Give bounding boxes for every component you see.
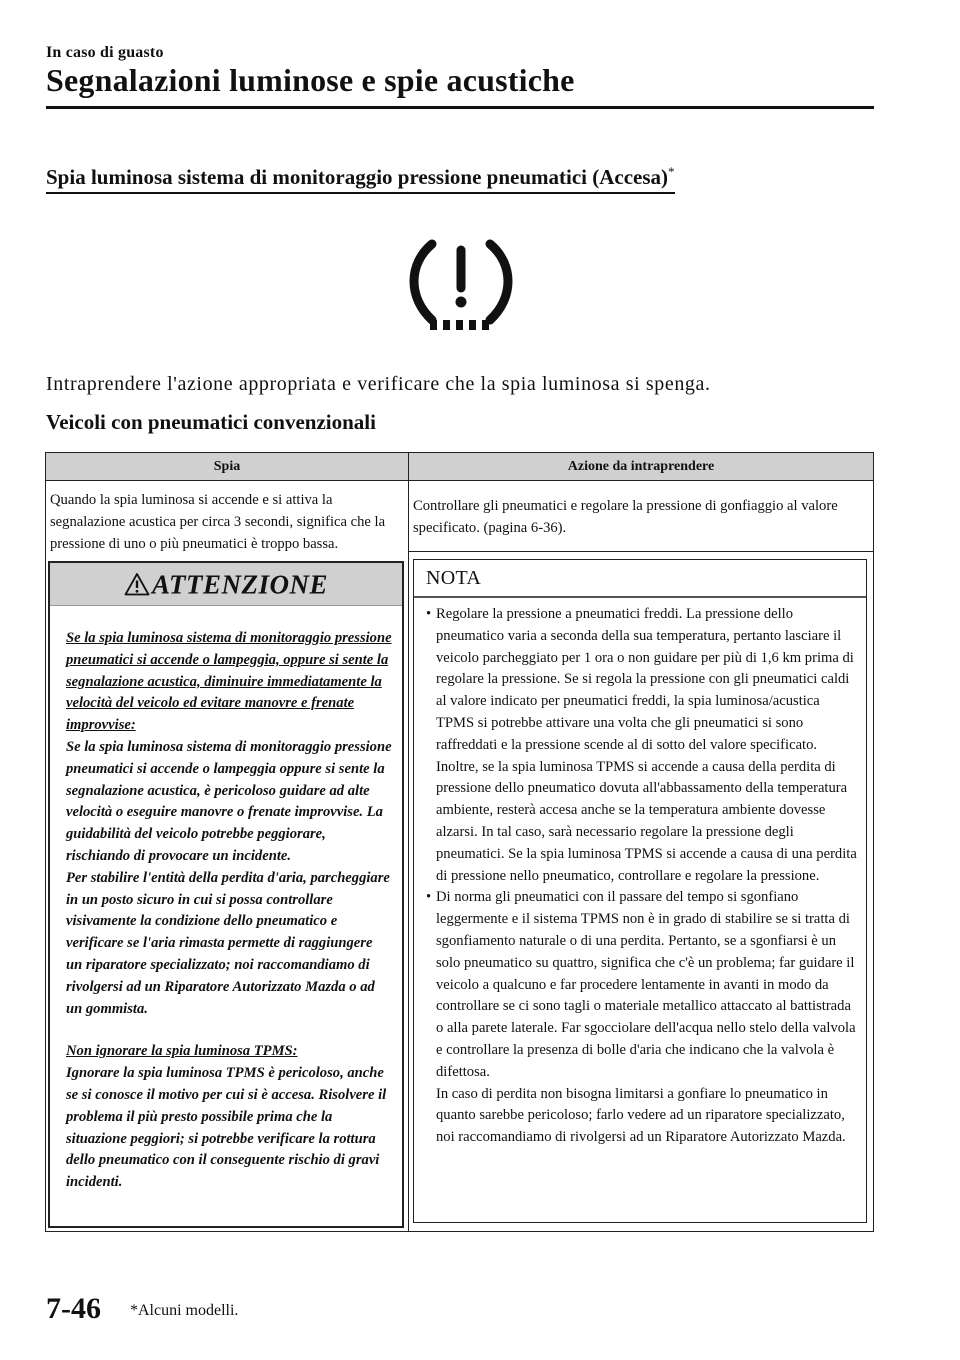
warning-p2-text: Ignorare la spia luminosa TPMS è pericoloso, anche se si conosce il motivo per cui si è accesa. Risolvere il problema il più presto possibile prima che la situazione peggiori; si potrebbe verificare la rottura dello pneumatico con il conseguente rischio di gravi incidenti. xyxy=(66,1065,387,1191)
nota-bullet-1-cont: Inoltre, se la spia luminosa TPMS si accende a causa della perdita di pressione dello pneumatico dovuta all'abbassamento della temperatura ambiente, resterà accesa anche se la temperatura ambiente dovesse alzarsi. In tal caso, sarà necessario regolare la pressione degli pneumatici. Se la spia luminosa TPMS si accende a causa di una perdita di pressione nello pneumatico, controllare e regolare la pressione. xyxy=(436,758,857,884)
warning-light-table xyxy=(45,452,874,1232)
nota-bullet-1-text: Regolare la pressione a pneumatici freddi. La pressione dello pneumatico varia a seconda della sua temperatura, pertanto lasciare il veicolo parcheggiato per 1 ora o non guidare per più di 1,6 km prima di regolare la pressione. Se si regola la pressione con gli pneumatici caldi al valore indicato per pneumatici freddi, la spia luminosa/acustica TPMS si potrebbe attivare una volta che gli pneumatici si sono raffreddati e la pressione scende al di sotto del valore specificato. xyxy=(436,606,854,753)
column-header-spia: Spia xyxy=(46,453,409,480)
bullet-dot: • xyxy=(426,889,432,906)
nota-box xyxy=(413,559,867,1223)
subheading: Veicoli con pneumatici convenzionali xyxy=(46,410,376,434)
nota-bullet-2 xyxy=(426,887,860,1149)
tpms-warning-icon xyxy=(406,236,516,336)
table-header-row xyxy=(46,453,873,481)
warning-p1-text2: Per stabilire l'entità della perdita d'aria, parcheggiare in un posto sicuro in cui si possa controllare visivamente la condizione dello pneumatico e verificare se l'aria rimasta permette di raggiungere un riparatore specializzato; noi raccomandiamo di rivolgersi ad un Riparatore Autorizzato Mazda o ad un gommista. xyxy=(66,869,390,1017)
intro-text: Intraprendere l'azione appropriata e verificare che la spia luminosa si spenga. xyxy=(46,373,711,395)
warning-title: ATTENZIONE xyxy=(151,569,329,600)
nota-bullet-2-cont: In caso di perdita non bisogna limitarsi a gonfiare lo pneumatico in quanto sarebbe pericoloso; farlo vedere ad un riparatore specializzato, noi raccomandiamo di rivolgersi ad un Riparatore Autorizzato Mazda. xyxy=(436,1085,846,1146)
footnote: *Alcuni modelli. xyxy=(130,1302,239,1319)
bullet-dot: • xyxy=(426,606,432,622)
warning-p1-underlined: Se la spia luminosa sistema di monitoraggio pressione pneumatici si accende o lampeggia, oppure si sente la segnalazione acustica, diminuire immediatamente la velocità del veicolo ed evitare manovre e frenate improvvise: xyxy=(66,630,392,734)
warning-p1-text: Se la spia luminosa sistema di monitoraggio pressione pneumatici si accende o lampeggia oppure si sente la segnalazione acustica, è pericoloso guidare ad alte velocità o eseguire manovre o frenate improvvise. La guidabilità del veicolo potrebbe peggiorare, rischiando di provocare un incidente. xyxy=(66,738,392,864)
column-divider xyxy=(408,480,409,1232)
nota-body xyxy=(426,604,860,1149)
warning-body xyxy=(66,628,392,1194)
section-heading-text: Spia luminosa sistema di monitoraggio pressione pneumatici (Accesa) xyxy=(46,165,669,189)
column-header-azione: Azione da intraprendere xyxy=(567,459,715,474)
title-rule xyxy=(46,106,874,109)
footnote-marker: * xyxy=(668,164,675,179)
spia-description: Quando la spia luminosa si accende e si attiva la segnalazione acustica per circa 3 secondi, significa che la pressione di uno o più pneumatici è troppo bassa. xyxy=(50,492,386,552)
warning-header xyxy=(50,563,402,606)
nota-title: NOTA xyxy=(426,567,482,589)
warning-triangle-icon xyxy=(124,572,150,596)
nota-bullet-1 xyxy=(426,604,860,887)
warning-spacer xyxy=(66,1020,392,1041)
nota-bullet-2-text: Di norma gli pneumatici con il passare del tempo si sgonfiano leggermente e il sistema TPMS non è in grado di stabilire se si tratta di sgonfiamento naturale o di una perdita. Pertanto, se a sgonfiarsi è un solo pneumatico su quattro, significa che c'è un problema; far guidare il veicolo a qualcuno e far procedere lentamente in avanti in modo da controllare se ci sono tagli o materiale metallico attaccato al battistrada o alla parete laterale. Far sgocciolare dell'acqua nello stelo della valvola e controllare la presenza di bolle d'aria che indicano che la valvola è difettosa. xyxy=(436,889,856,1080)
page-title: Segnalazioni luminose e spie acustiche xyxy=(46,62,575,98)
warning-box xyxy=(48,561,404,1228)
breadcrumb: In caso di guasto xyxy=(46,44,164,61)
row-divider xyxy=(409,551,873,552)
nota-header xyxy=(414,560,866,598)
page-number: 7-46 xyxy=(46,1292,101,1325)
azione-description: Controllare gli pneumatici e regolare la pressione di gonfiaggio al valore specificato. (pagina 6-36). xyxy=(413,498,838,536)
section-heading xyxy=(46,164,675,194)
warning-p2-underlined: Non ignorare la spia luminosa TPMS: xyxy=(66,1043,298,1060)
